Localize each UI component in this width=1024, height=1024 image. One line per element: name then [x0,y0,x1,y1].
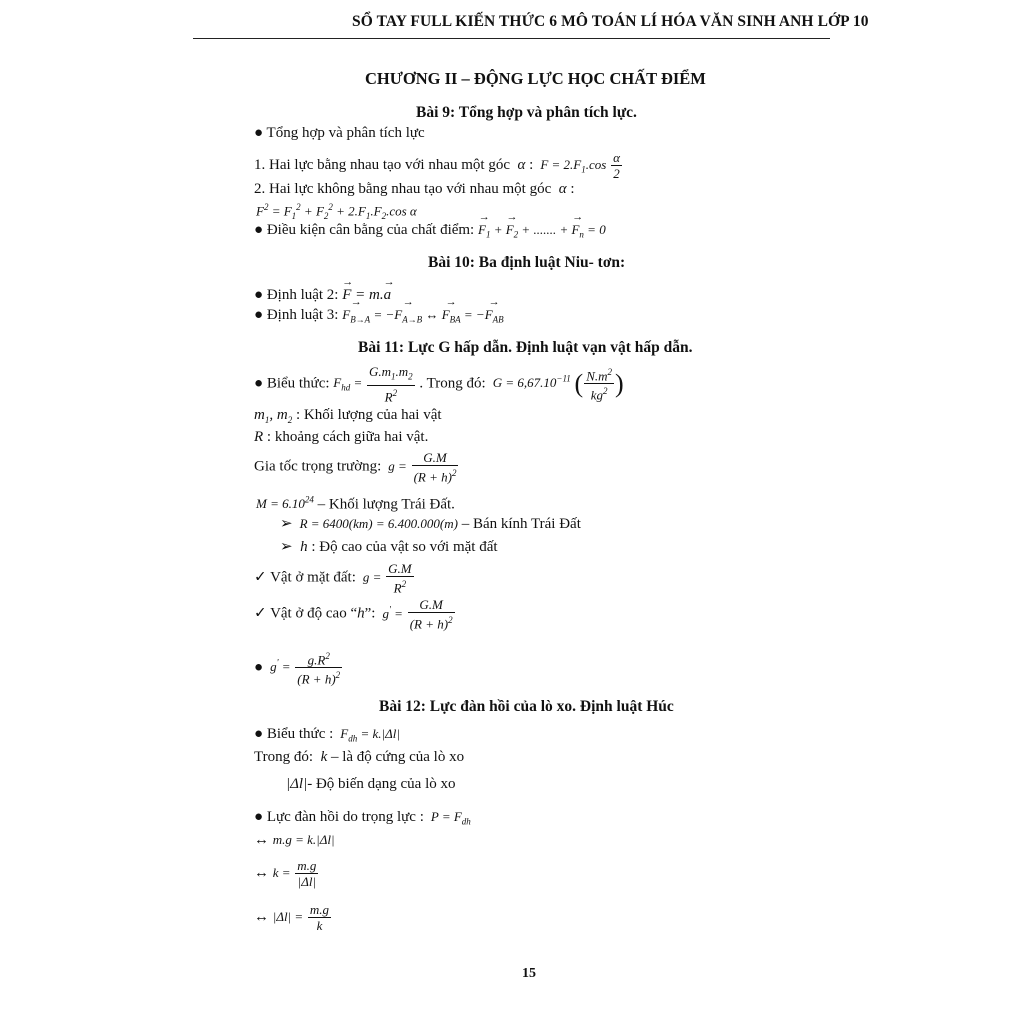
gravity-acceleration-fraction: $\frac{G.M}{(R + h)^2}$ [413,450,457,485]
lesson9-item2: 2. Hai lực không bằng nhau tạo với nhau một góc α : [254,181,575,197]
gravity-constant-unit: $\frac{N.m^2}{kg^2}$ [586,367,613,403]
k-fraction: $\frac{m.g}{|\Delta l|}$ [297,858,317,889]
masses-description: $m_1$, $m_2$ : Khối lượng của hai vật [254,407,442,425]
k-desc-text: – là độ cứng của lò xo [330,749,465,765]
gravity-ratio-formula: ● g' = $\frac{g.R^2}{(R + h)^2}$ [254,651,341,687]
page-number: 15 [522,966,536,981]
gravity-acceleration: Gia tốc trọng trường: g = $\frac{G.M}{(R + h)^2}$ [254,450,457,485]
lesson9-item1-text: 1. Hai lực bằng nhau tạo với nhau một góc [254,156,511,173]
earth-radius-text: – Bán kính Trái Đất [461,516,581,532]
gravity-ratio-fraction: $\frac{g.R^2}{(R + h)^2}$ [297,651,341,687]
newton-law3-text: Định luật 3: [266,307,339,323]
hooke-expression: ● Biểu thức : $F_{dh} = k.|\Delta l|$ [254,726,400,744]
lesson9-bullet [254,125,425,142]
newton-law3-formula: → $F_{B\to A}$ = −→ $F_{A\to B}$ ↔ → $F_{BA}$ = −→ $F_{AB}$ [342,307,503,322]
gravitation-fraction: $\frac{G.m_1.m_2}{R^2}$ [369,364,413,404]
check-icon: ✓ [254,569,267,586]
bullet-icon: ● [254,287,264,303]
newton-law2-formula: → F = m.→ a [342,287,391,303]
running-header: SỔ TAY FULL KIẾN THỨC 6 MÔ TOÁN LÍ HÓA VĂN SINH ANH LỚP 10 [352,13,869,30]
dl-fraction: $\frac{m.g}{k}$ [309,902,330,933]
earth-mass-text: – Khối lượng Trái Đất. [317,496,455,513]
lesson10-title: Bài 10: Ba định luật Niu- tơn: [428,254,626,271]
height-gravity: ✓ Vật ở độ cao “h”: g' = $\frac{G.M}{(R + h)^2}$ [254,597,453,632]
check-icon: ✓ [254,605,267,622]
dl-formula: ↔ |Δl| = $\frac{m.g}{k}$ [254,902,330,933]
bullet-icon: ● [254,726,264,742]
deformation-desc-text: - Độ biến dạng của lò xo [307,776,456,792]
elastic-gravity-label: Lực đàn hồi do trọng lực : [266,809,424,825]
alpha-half-fraction: $\frac{\alpha}{2}$ [613,150,620,181]
surface-gravity-label: Vật ở mặt đất: [270,569,356,586]
bullet-icon: ● [254,125,264,141]
height-desc-text: : Độ cao của vật so với mặt đất [311,539,498,555]
lesson9-item2-text: 2. Hai lực không bằng nhau tạo với nhau một góc [254,181,552,197]
height-gravity-label-end: ”: [364,605,376,622]
chapter-title: CHƯƠNG II – ĐỘNG LỰC HỌC CHẤT ĐIỂM [365,69,706,88]
bullet-icon: ● [254,809,264,825]
gravitation-expr-label: Biểu thức: [266,375,330,392]
lesson9-title: Bài 9: Tổng hợp và phân tích lực. [416,104,637,121]
force-composition-formula: $F^2 = F_1^2 + F_2^2 + 2.F_1.F_2.\cos$ α [256,202,417,221]
distance-description: R : khoảng cách giữa hai vật. [254,429,429,445]
k-formula: ↔ k = $\frac{m.g}{|\Delta l|}$ [254,858,317,889]
arrow-bullet-icon: ➢ [280,539,293,555]
mg-equals-k-dl: ↔ m.g = k.|Δl| [254,832,335,848]
lesson11-title: Bài 11: Lực G hấp dẫn. Định luật vạn vật hấp dẫn. [358,339,693,356]
newton-law3 [254,307,504,325]
newton-law2 [254,287,391,304]
height-gravity-fraction: $\frac{G.M}{(R + h)^2}$ [409,597,453,632]
equilibrium-formula: → $F_1$ + → $F_2$ + ....... + → $F_n = 0$ [478,222,606,237]
earth-radius: ➢ R = 6400(km) = 6.400.000(m) – Bán kính Trái Đất [280,516,581,532]
gravitation-expression: ● Biểu thức: $F_{hd}$ = $\frac{G.m_1.m_2}{R^2}$ . Trong đó: $G = 6,67.10^{-11}$ ( $\frac{N.m^2}{kg^2}$ ) [254,364,624,404]
arrow-bullet-icon: ➢ [280,516,293,532]
gravitation-where: . Trong đó: [419,375,486,392]
surface-gravity-fraction: $\frac{G.M}{R^2}$ [388,561,412,596]
lesson9-equilibrium [254,222,606,240]
lesson12-title: Bài 12: Lực đàn hồi của lò xo. Định luật Húc [379,698,674,715]
height-gravity-label: Vật ở độ cao “ [270,605,358,622]
surface-gravity: ✓ Vật ở mặt đất: g = $\frac{G.M}{R^2}$ [254,561,412,596]
bullet-icon: ● [254,307,264,323]
bullet-icon: ● [254,659,264,676]
distance-desc-text: : khoảng cách giữa hai vật. [266,429,429,445]
masses-desc-text: : Khối lượng của hai vật [295,407,442,423]
equilibrium-text: Điều kiện cân bằng của chất điểm: [266,222,475,238]
elastic-gravity: ● Lực đàn hồi do trọng lực : $P = F_{dh}$ [254,809,471,827]
deformation-description: |Δl|- Độ biến dạng của lò xo [286,776,456,792]
earth-mass: $M = 6.10^{24}$ – Khối lượng Trái Đất. [256,495,455,513]
header-rule [193,38,830,39]
hooke-where: Trong đó: k – là độ cứng của lò xo [254,749,465,765]
hooke-where-label: Trong đó: [254,749,314,765]
bullet-icon: ● [254,222,264,238]
lesson9-item1: 1. Hai lực bằng nhau tạo với nhau một góc α : $F = 2.F_1.\cos$ $\frac{\alpha}{2}$ [254,150,620,181]
gravity-acceleration-label: Gia tốc trọng trường: [254,458,382,475]
hooke-expr-label: Biểu thức : [266,726,334,742]
newton-law2-text: Định luật 2: [266,287,339,303]
bullet-icon: ● [254,375,264,392]
height-description: ➢ h : Độ cao của vật so với mặt đất [280,539,498,555]
lesson9-bullet-text: Tổng hợp và phân tích lực [266,125,425,141]
